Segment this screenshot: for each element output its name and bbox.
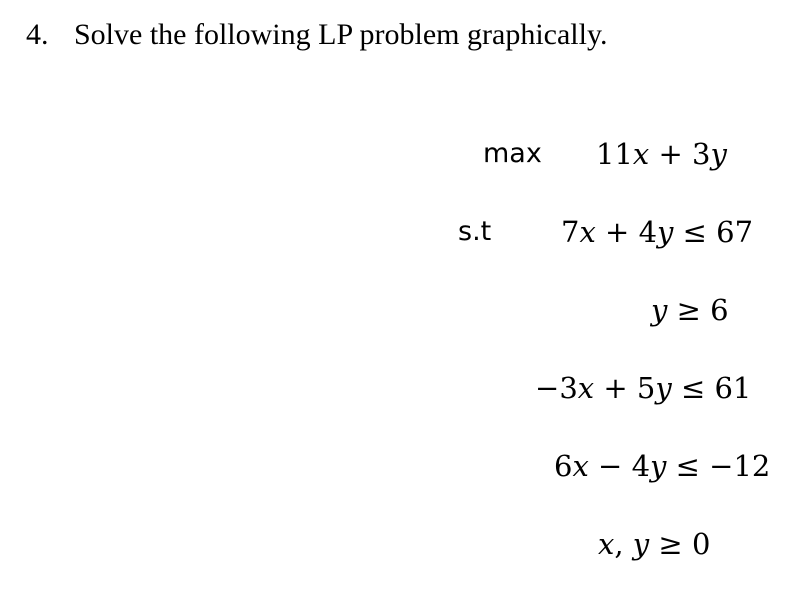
objective-function: 11x + 3y	[596, 137, 727, 171]
constraint-3: −3x + 5y ≤ 61	[535, 371, 752, 405]
constraint-4: 6x − 4y ≤ −12	[554, 449, 771, 483]
objective-label: max	[483, 138, 542, 169]
constraint-nonnegativity: x, y ≥ 0	[598, 527, 711, 561]
problem-instruction: Solve the following LP problem graphically.	[74, 18, 608, 51]
problem-number: 4.	[26, 18, 49, 51]
constraint-2: y ≥ 6	[651, 293, 729, 327]
constraints-label: s.t	[458, 216, 492, 247]
problem-heading	[26, 15, 608, 55]
constraint-1: 7x + 4y ≤ 67	[561, 215, 754, 249]
